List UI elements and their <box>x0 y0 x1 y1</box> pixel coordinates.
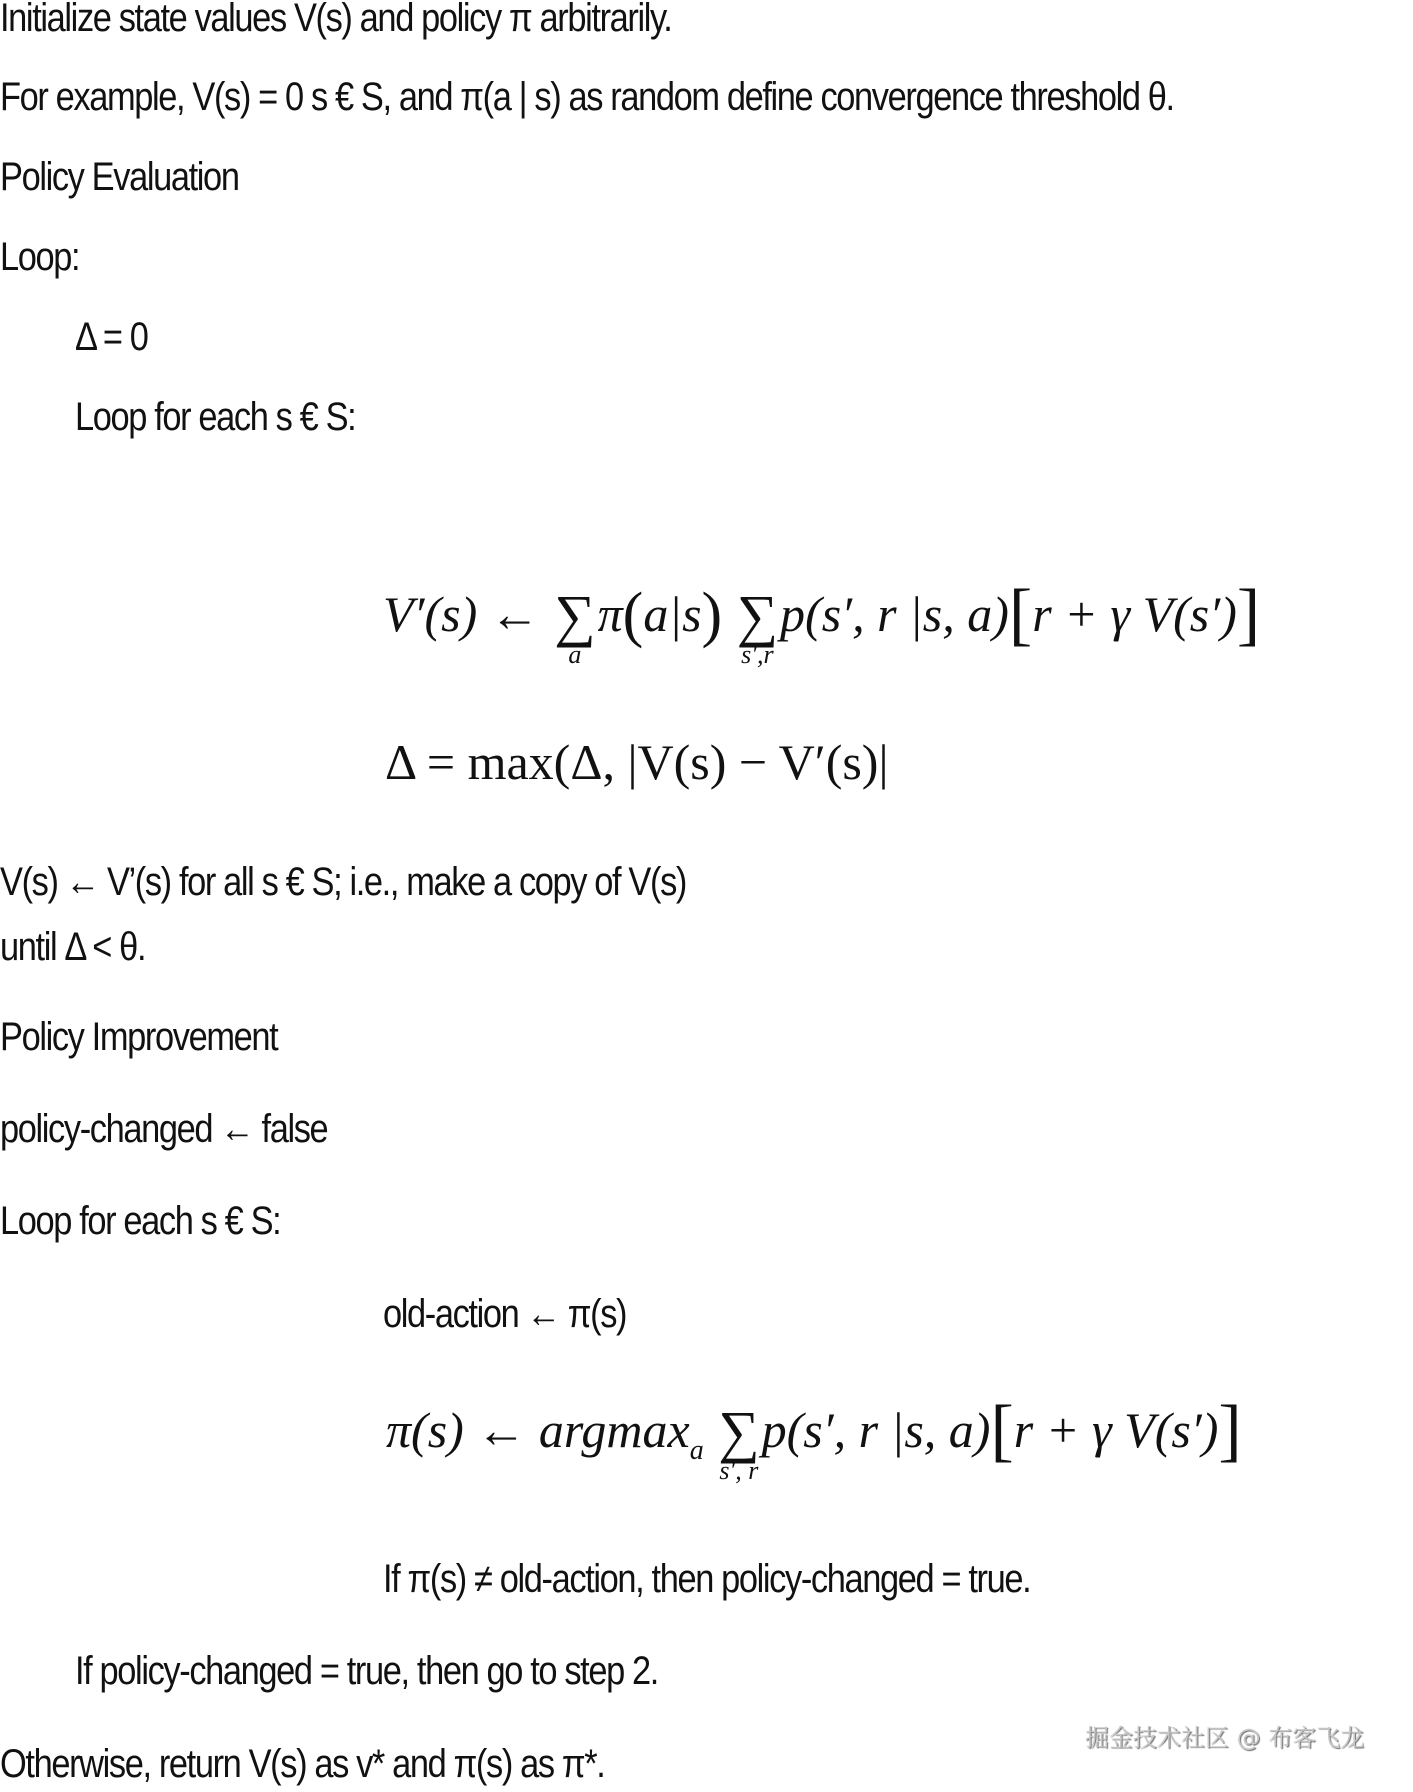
policy-changed-init: policy-changed ← false <box>0 1107 328 1151</box>
delta-update-equation: Δ = max(Δ, |V(s) − V′(s)| <box>385 734 889 790</box>
sum-subscript-sr: s′,r <box>741 640 774 669</box>
sum-subscript-a: a <box>568 640 582 669</box>
delta-init: Δ = 0 <box>75 315 148 359</box>
pi-symbol: π <box>597 586 623 642</box>
copy-values-text: V(s) ← V’(s) for all s € S; i.e., make a copy of V(s) <box>0 860 686 904</box>
bellman-target: r + γ V(s′) <box>1013 1402 1219 1458</box>
bellman-target: r + γ V(s′) <box>1032 586 1237 642</box>
transition-prob: p(s′, r |s, a) <box>780 586 1009 642</box>
transition-prob: p(s′, r |s, a) <box>761 1402 991 1458</box>
loop-each-state-evaluation: Loop for each s € S: <box>75 395 356 439</box>
until-text: until Δ < θ. <box>0 925 146 969</box>
policy-changed-check: If π(s) ≠ old-action, then policy-changed = true. <box>383 1557 1031 1601</box>
loop-each-state-improvement: Loop for each s € S: <box>0 1199 281 1243</box>
assign-arrow: ← <box>476 1402 527 1458</box>
policy-update-equation: π(s) ← argmax$_a$ ∑ s′, r p(s′, r |s, a)[r + γ V(s′)] <box>386 1392 1242 1485</box>
sum-over-actions: ∑ a <box>554 583 596 669</box>
sum-over-next-states: ∑ s′, r <box>718 1399 760 1485</box>
value-update-equation: V′(s) ← ∑ a π(a|s) ∑ s′,r p(s′, r |s, a)[r + γ V(s′)] <box>383 576 1261 669</box>
argmax-label: argmax <box>538 1402 690 1458</box>
loop-label: Loop: <box>0 235 80 279</box>
pi-args: a|s <box>643 586 702 642</box>
example-text: For example, V(s) = 0 s € S, and π(a | s) as random define convergence threshold θ. <box>0 75 1174 119</box>
sum-subscript-sr: s′, r <box>719 1456 759 1485</box>
assign-arrow: ← <box>489 586 540 642</box>
policy-improvement-heading: Policy Improvement <box>0 1015 278 1059</box>
pi-s-lhs: π(s) <box>386 1402 464 1458</box>
old-action-assign: old-action ← π(s) <box>383 1292 627 1336</box>
return-optimal: Otherwise, return V(s) as v* and π(s) as π*. <box>0 1742 605 1786</box>
watermark: 掘金技术社区 @ 布客飞龙 <box>1085 1724 1365 1752</box>
sum-over-next-states: ∑ s′,r <box>736 583 779 669</box>
go-to-step-2: If policy-changed = true, then go to step 2. <box>75 1649 658 1693</box>
policy-evaluation-heading: Policy Evaluation <box>0 155 239 199</box>
argmax-subscript: a <box>689 1435 704 1466</box>
init-text: Initialize state values V(s) and policy π arbitrarily. <box>0 0 672 40</box>
v-prime-lhs: V′(s) <box>383 586 478 642</box>
